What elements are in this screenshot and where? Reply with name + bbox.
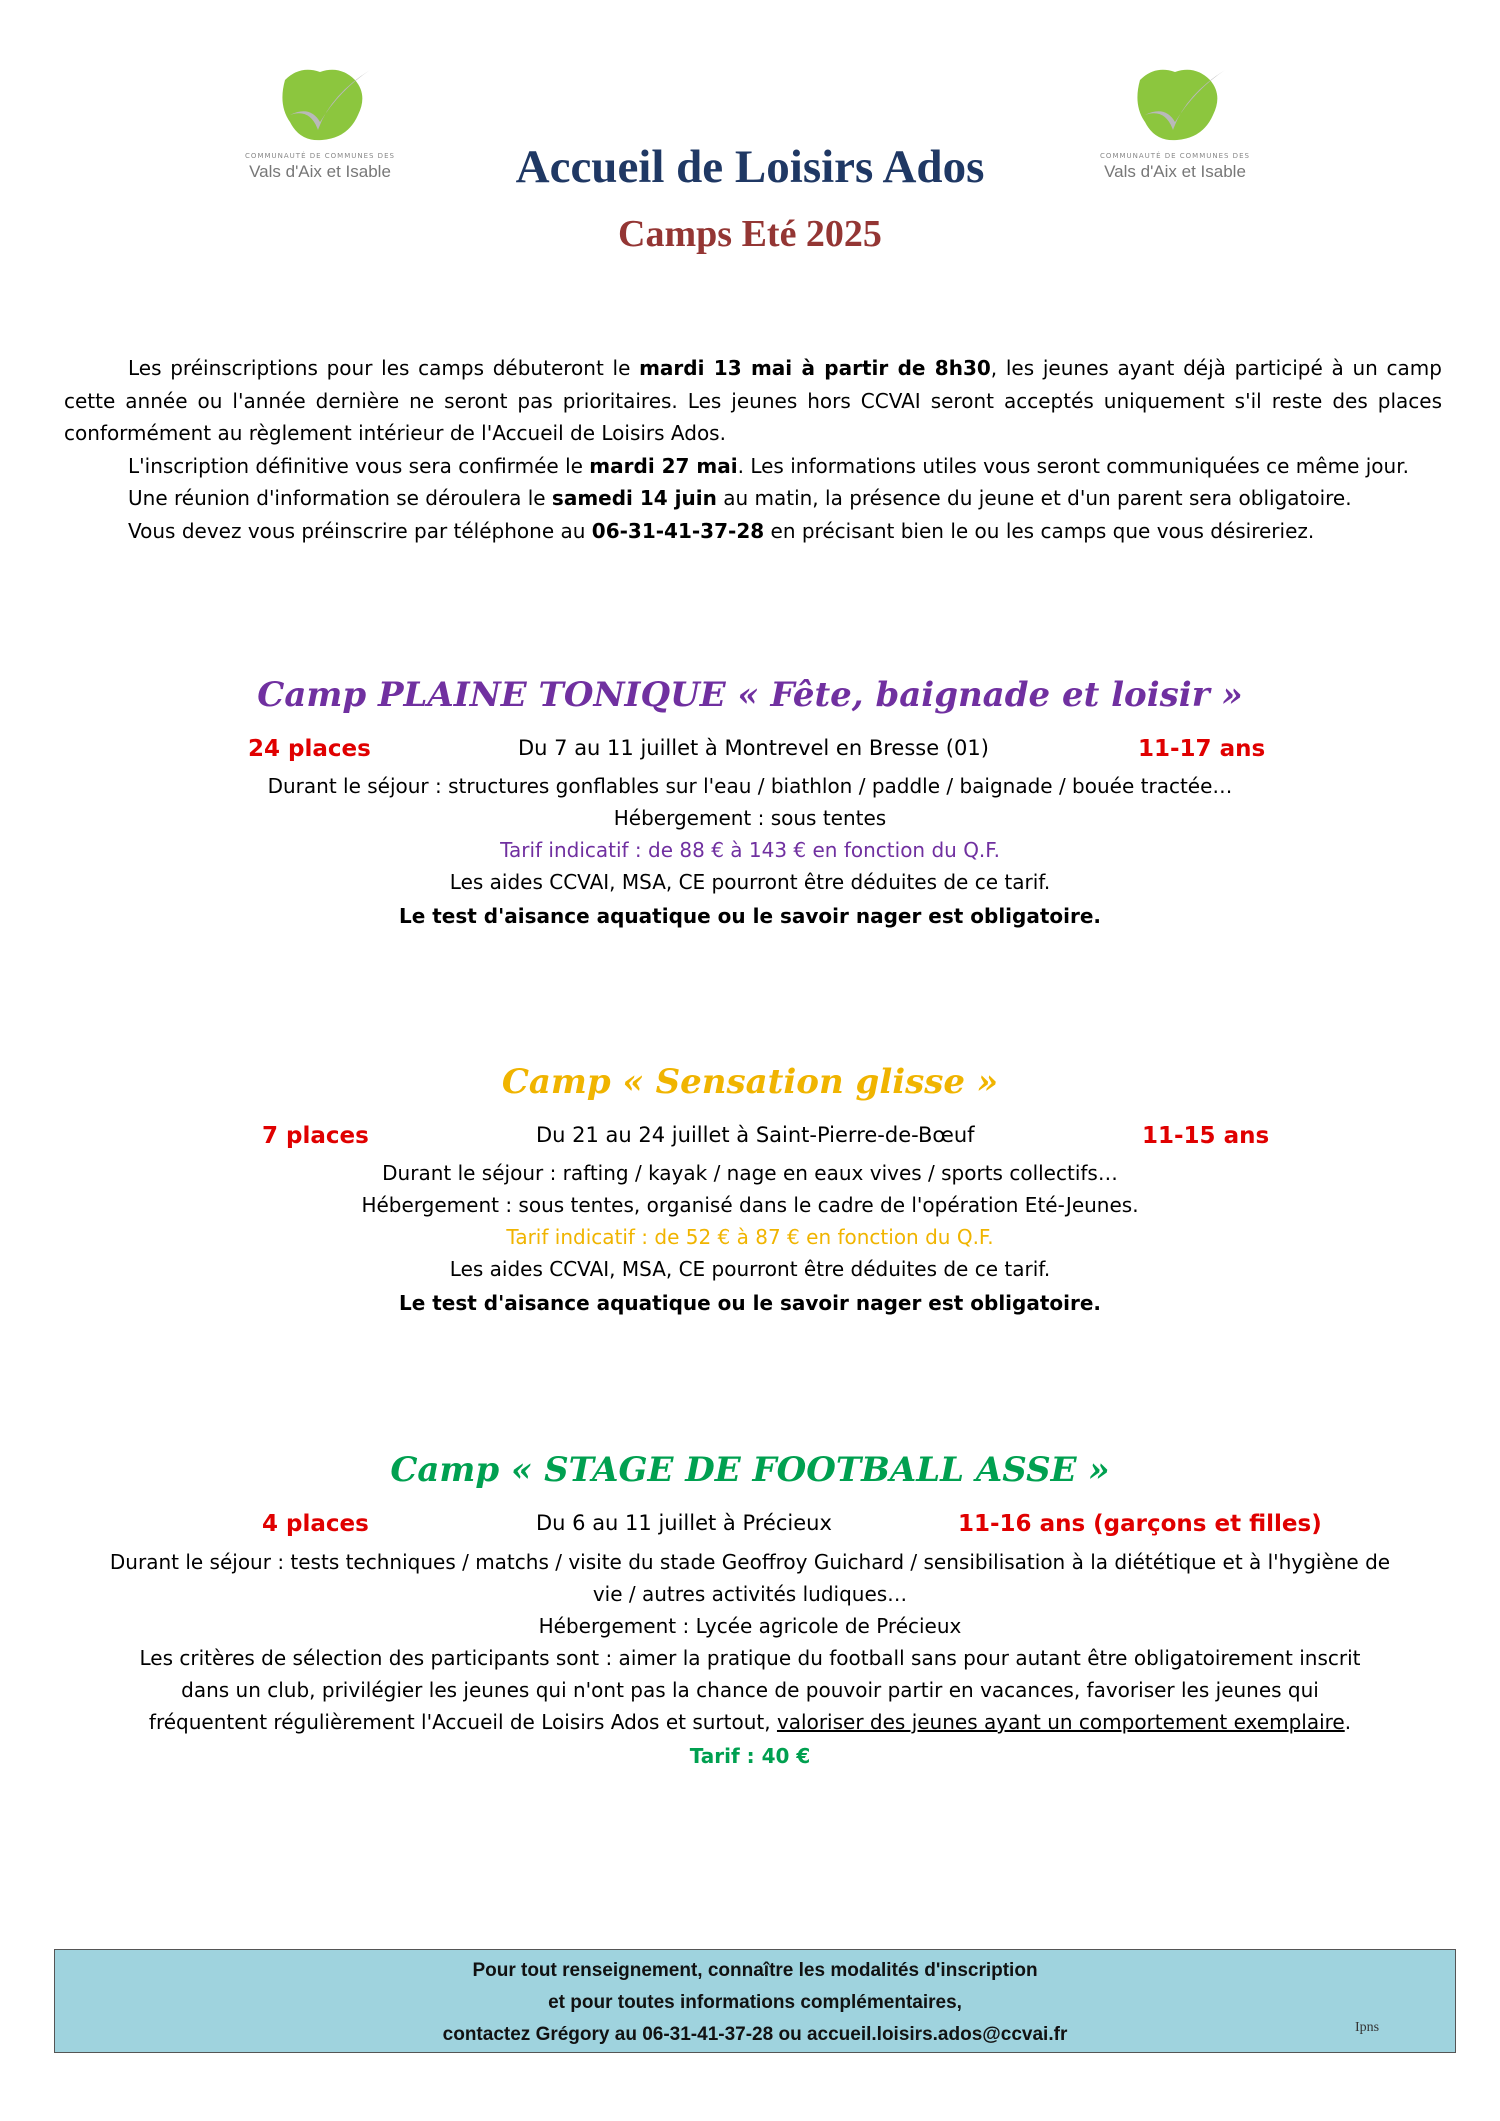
camp-3-ages: 11-16 ans (garçons et filles) xyxy=(958,1511,1322,1537)
intro-paragraph-4: Vous devez vous préinscrire par téléphone au 06-31-41-37-28 en précisant bien le ou les camps que vous désireriez. xyxy=(128,518,1315,543)
camp-1-title: Camp PLAINE TONIQUE « Fête, baignade et loisir » xyxy=(257,675,1243,715)
camp-2-ages: 11-15 ans xyxy=(1142,1123,1270,1149)
camp-1-test: Le test d'aisance aquatique ou le savoir nager est obligatoire. xyxy=(398,904,1102,928)
camp-1-lodging: Hébergement : sous tentes xyxy=(613,806,887,830)
logo-small-text: COMMUNAUTÉ DE COMMUNES DES xyxy=(245,152,395,160)
camp-2-tarif: Tarif indicatif : de 52 € à 87 € en fonction du Q.F. xyxy=(506,1225,994,1249)
camp-3-tarif: Tarif : 40 € xyxy=(689,1744,811,1768)
camp-3-criteria-2: dans un club, privilégier les jeunes qui n'ont pas la chance de pouvoir partir en vacances, favoriser les jeunes qui xyxy=(181,1678,1319,1702)
footer-line-1: Pour tout renseignement, connaître les modalités d'inscription xyxy=(472,1960,1038,1981)
camp-1-aides: Les aides CCVAI, MSA, CE pourront être déduites de ce tarif. xyxy=(449,870,1051,894)
camp-3-criteria-highlight: valoriser des jeunes ayant un comportement exemplaire xyxy=(776,1710,1345,1734)
camp-3-criteria-3: fréquentent régulièrement l'Accueil de Loisirs Ados et surtout, valoriser des jeunes ayant un comportement exemplaire. xyxy=(148,1710,1352,1734)
camp-2-title: Camp « Sensation glisse » xyxy=(501,1062,999,1102)
footer-line-2: et pour toutes informations complémentaires, xyxy=(548,1992,962,2013)
ccvai-logo-icon xyxy=(260,60,380,150)
camp-2-activities: Durant le séjour : rafting / kayak / nage en eaux vives / sports collectifs… xyxy=(382,1161,1118,1185)
intro-paragraph-1: Les préinscriptions pour les camps débuteront le mardi 13 mai à partir de 8h30, les jeunes ayant déjà participé à un camp cette année ou l'année dernière ne seront pas prioritaires. Les jeunes hors CCVAI seront acceptés uniquement s'il reste des places conformément au règlement intérieur de l'Accueil de Loisirs Ados. xyxy=(64,356,1442,445)
camp-1-tarif: Tarif indicatif : de 88 € à 143 € en fonction du Q.F. xyxy=(500,838,1000,862)
intro-text xyxy=(64,352,1442,547)
camp-1-ages: 11-17 ans xyxy=(1138,736,1266,762)
intro-paragraph-2: L'inscription définitive vous sera confirmée le mardi 27 mai. Les informations utiles vous seront communiquées ce même jour. xyxy=(128,453,1409,478)
camp-2-dates: Du 21 au 24 juillet à Saint-Pierre-de-Bœuf xyxy=(536,1123,975,1147)
camp-2-info-row xyxy=(0,1123,1500,1157)
camp-3-title: Camp « STAGE DE FOOTBALL ASSE » xyxy=(390,1450,1110,1490)
camp-3-info-row xyxy=(0,1511,1500,1545)
camp-1-activities: Durant le séjour : structures gonflables sur l'eau / biathlon / paddle / baignade / bouée tractée… xyxy=(267,774,1233,798)
camp-3-dates: Du 6 au 11 juillet à Précieux xyxy=(536,1511,832,1535)
camp-3-places: 4 places xyxy=(262,1511,369,1537)
page-title: Accueil de Loisirs Ados xyxy=(515,141,985,193)
ccvai-logo-icon xyxy=(1115,60,1235,150)
camp-2-lodging: Hébergement : sous tentes, organisé dans le cadre de l'opération Eté-Jeunes. xyxy=(361,1193,1139,1217)
camp-1-info-row xyxy=(0,736,1500,770)
camp-3-activities-1: Durant le séjour : tests techniques / matchs / visite du stade Geoffroy Guichard / sensibilisation à la diététique et à l'hygiène de xyxy=(109,1550,1391,1574)
page-subtitle: Camps Eté 2025 xyxy=(618,213,882,255)
camp-3-activities-2: vie / autres activités ludiques… xyxy=(592,1582,908,1606)
footer-line-3: contactez Grégory au 06-31-41-37-28 ou accueil.loisirs.ados@ccvai.fr xyxy=(442,2024,1068,2045)
footer-ipns: Ipns xyxy=(1355,2020,1380,2035)
camp-2-places: 7 places xyxy=(262,1123,369,1149)
intro-paragraph-3: Une réunion d'information se déroulera le samedi 14 juin au matin, la présence du jeune et d'un parent sera obligatoire. xyxy=(128,486,1352,510)
camp-1-places: 24 places xyxy=(248,736,371,762)
camp-1-dates: Du 7 au 11 juillet à Montrevel en Bresse (01) xyxy=(518,736,989,760)
footer-contact-box xyxy=(54,1949,1456,2053)
camp-3-criteria-1: Les critères de sélection des participants sont : aimer la pratique du football sans pour autant être obligatoirement inscrit xyxy=(139,1646,1361,1670)
logo-name: Vals d'Aix et Isable xyxy=(249,162,391,181)
logo-small-text: COMMUNAUTÉ DE COMMUNES DES xyxy=(1100,152,1250,160)
logo-name: Vals d'Aix et Isable xyxy=(1104,162,1246,181)
camp-2-aides: Les aides CCVAI, MSA, CE pourront être déduites de ce tarif. xyxy=(449,1257,1051,1281)
camp-2-test: Le test d'aisance aquatique ou le savoir nager est obligatoire. xyxy=(398,1291,1102,1315)
camp-3-lodging: Hébergement : Lycée agricole de Précieux xyxy=(538,1614,962,1638)
